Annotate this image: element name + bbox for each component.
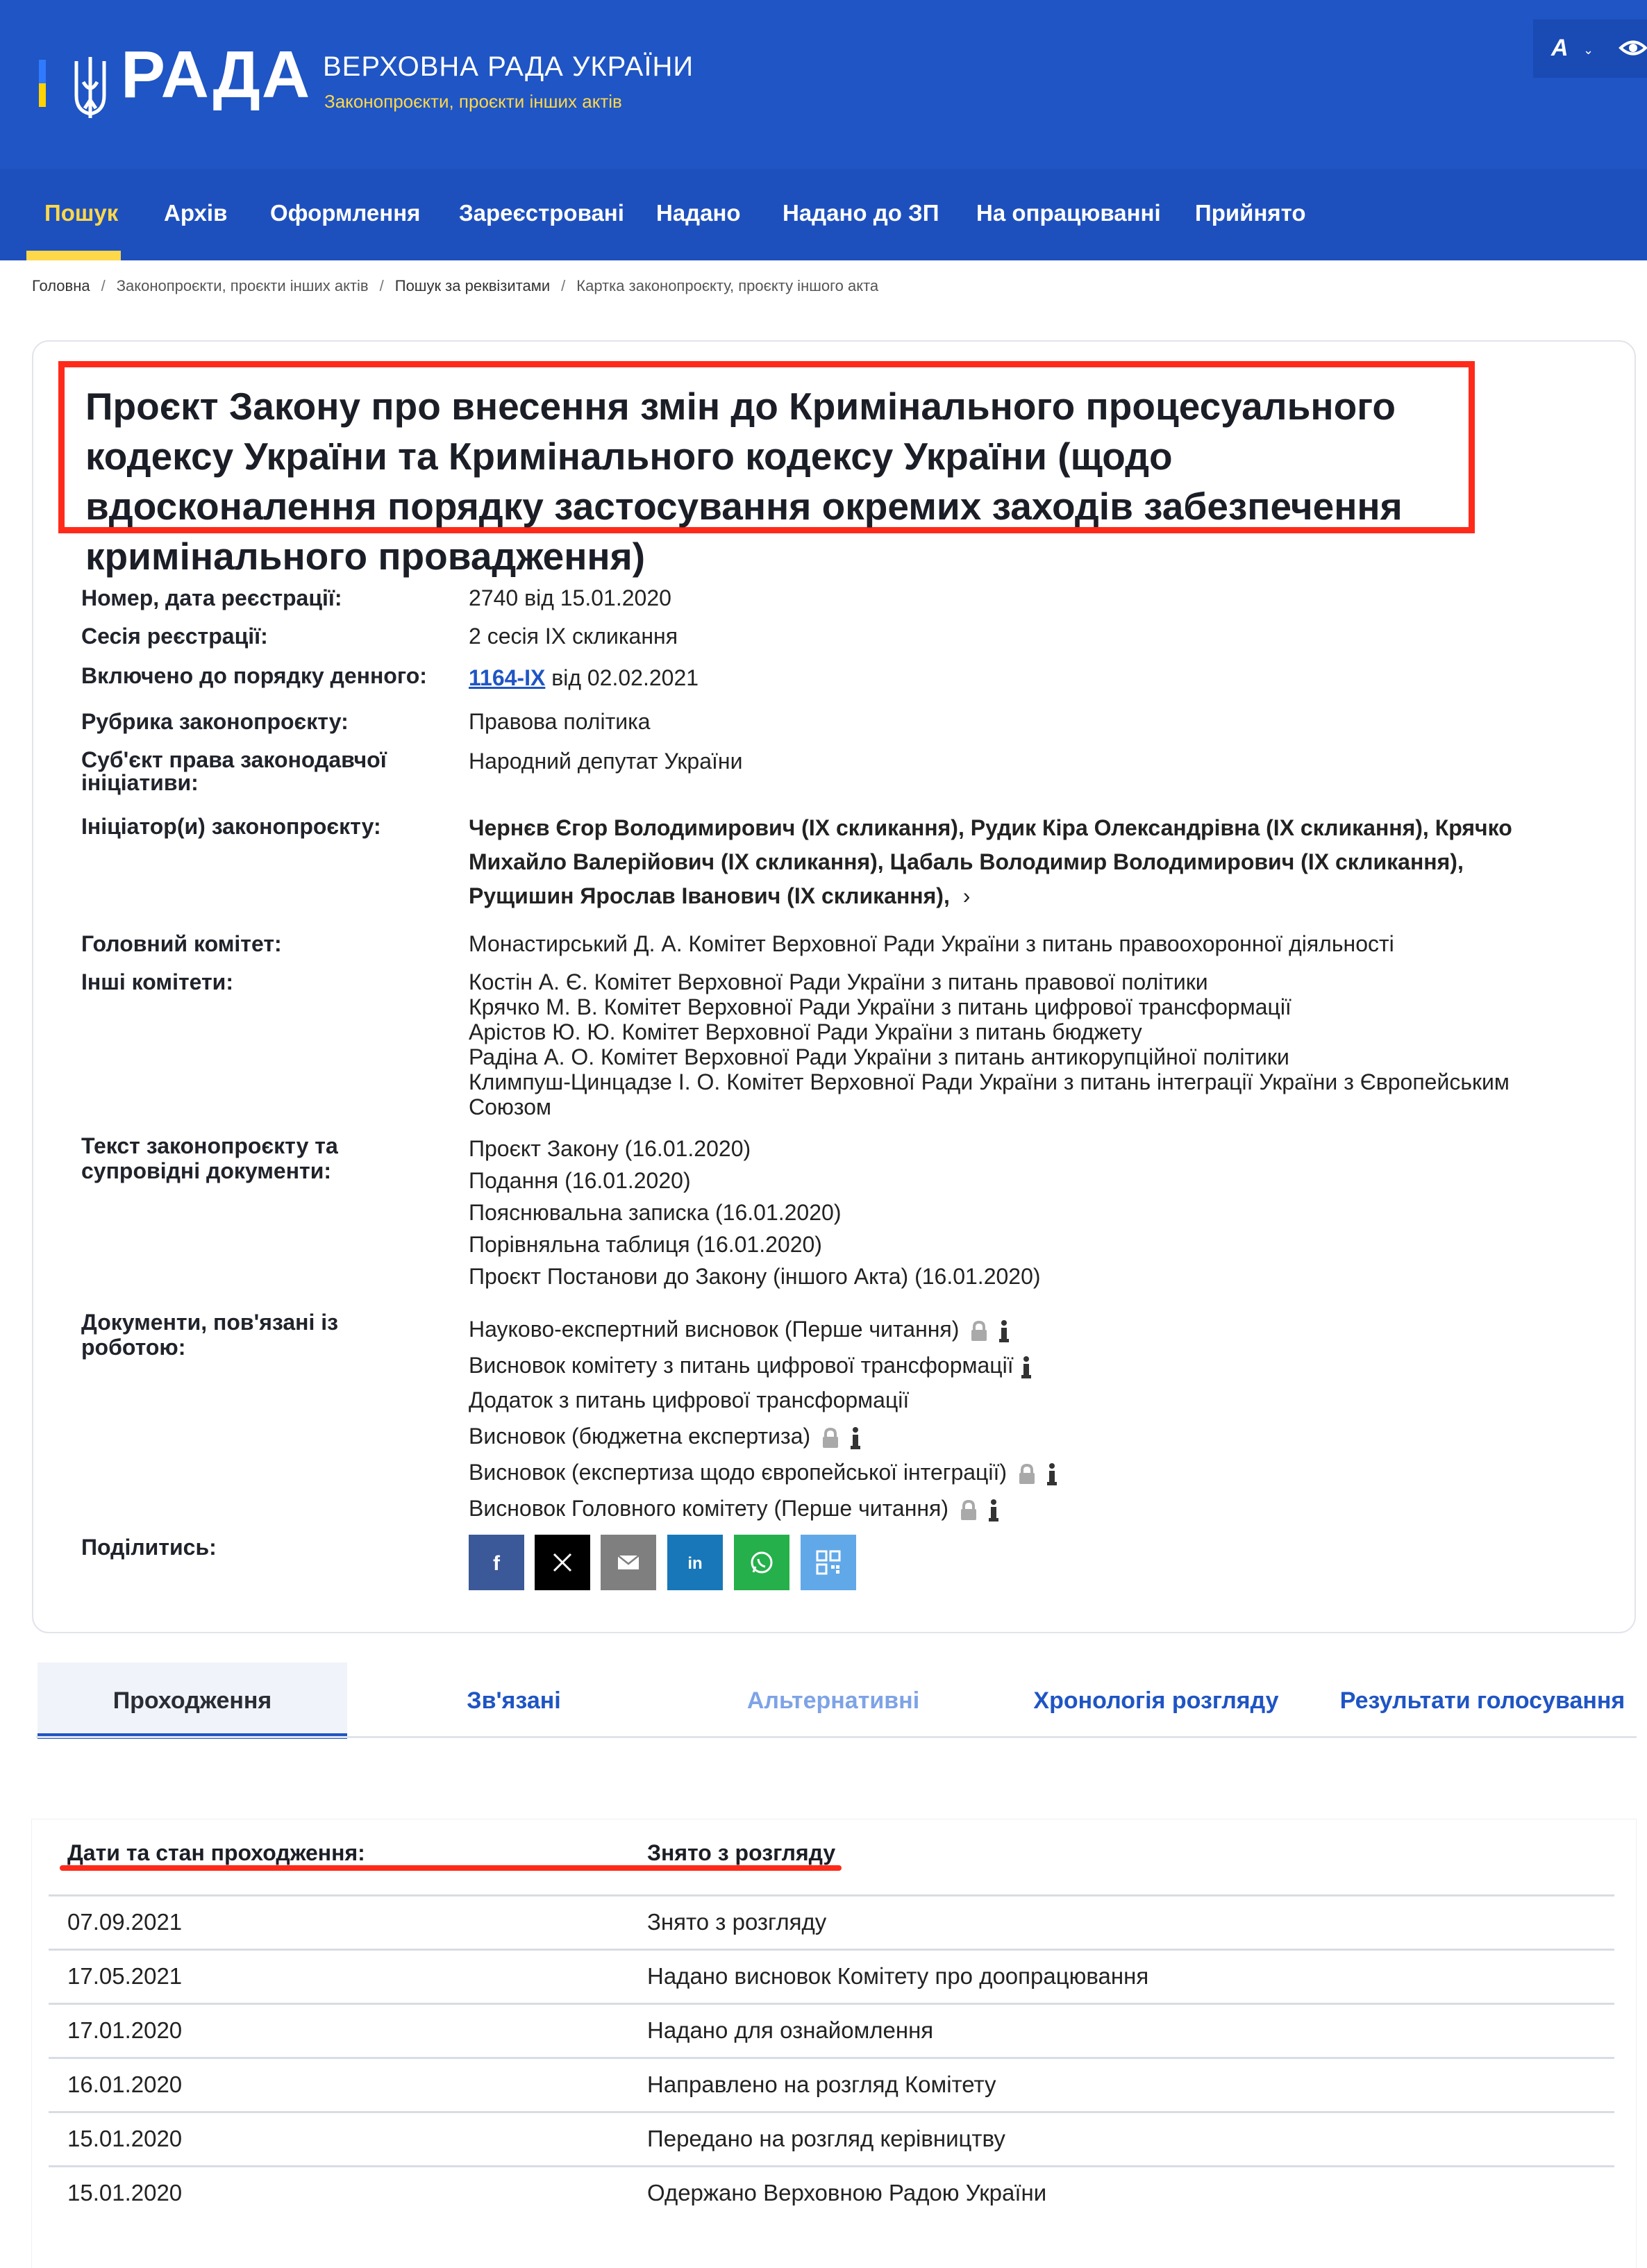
other-committee-item: Крячко М. В. Комітет Верховної Ради України з питань цифрової трансформації	[469, 994, 1291, 1019]
status-divider	[49, 1949, 1614, 1951]
agenda-label: Включено до порядку денного:	[81, 663, 427, 688]
work-doc-link[interactable]: Висновок (бюджетна експертиза)	[469, 1424, 811, 1449]
subject-value: Народний депутат України	[469, 749, 743, 774]
tab-passage[interactable]: Проходження	[37, 1662, 347, 1739]
nav-item-processing[interactable]: На опрацюванні	[976, 200, 1161, 226]
session-value: 2 сесія IX скликання	[469, 624, 678, 649]
status-divider	[49, 2165, 1614, 2167]
work-doc-link[interactable]: Висновок (експертиза щодо європейської інтеграції)	[469, 1460, 1008, 1485]
lock-icon	[971, 1321, 987, 1342]
nav-item-registered[interactable]: Зареєстровані	[459, 200, 624, 226]
status-row-date: 07.09.2021	[67, 1909, 183, 1935]
status-row-date: 16.01.2020	[67, 2071, 183, 2097]
work-doc-link[interactable]: Висновок комітету з питань цифрової трансформації	[469, 1353, 1014, 1378]
status-divider	[49, 1894, 1614, 1896]
info-icon[interactable]	[851, 1426, 860, 1450]
work-doc-item	[469, 1454, 1607, 1490]
linkedin-icon	[681, 1549, 709, 1576]
facebook-icon	[483, 1549, 510, 1576]
nav-item-provided-zp[interactable]: Надано до ЗП	[783, 200, 939, 226]
status-head-highlight	[60, 1865, 842, 1871]
main-committee-value: Монастирський Д. А. Комітет Верховної Ради України з питань правоохоронної діяльності	[469, 931, 1394, 956]
status-row-text: Одержано Верховною Радою України	[647, 2180, 1047, 2206]
lock-icon	[960, 1500, 977, 1521]
nav-item-search[interactable]: Пошук	[44, 200, 119, 226]
tab-chronology[interactable]: Хронологія розгляду	[1033, 1687, 1279, 1714]
work-docs-list	[469, 1311, 1607, 1526]
nav-item-adopted[interactable]: Прийнято	[1195, 200, 1306, 226]
other-committees-list	[469, 969, 1594, 1119]
status-row-text: Надано висновок Комітету про доопрацювання	[647, 1963, 1149, 1989]
info-icon[interactable]	[989, 1499, 998, 1522]
font-size-button[interactable]: A	[1551, 35, 1569, 61]
nav-item-provided[interactable]: Надано	[656, 200, 741, 226]
nav-item-formation[interactable]: Оформлення	[270, 200, 421, 226]
other-committee-item: Костін А. Є. Комітет Верховної Ради України з питань правової політики	[469, 969, 1208, 994]
rubric-value: Правова політика	[469, 709, 651, 734]
work-doc-link[interactable]: Висновок Головного комітету (Перше читання)	[469, 1496, 949, 1521]
status-divider	[49, 2111, 1614, 2113]
eye-icon[interactable]	[1619, 37, 1647, 58]
text-doc-link[interactable]: Пояснювальна записка (16.01.2020)	[469, 1200, 842, 1225]
status-row-text: Направлено на розгляд Комітету	[647, 2071, 996, 2097]
logo-word[interactable]: РАДА	[121, 37, 312, 112]
status-row-date: 15.01.2020	[67, 2180, 183, 2206]
qr-icon	[814, 1549, 842, 1576]
share-whatsapp-button[interactable]	[734, 1535, 789, 1590]
breadcrumb: Головна / Законопроєкти, проєкти інших актів / Пошук за реквізитами / Картка законопроєкту, проєкту іншого акта	[32, 277, 879, 294]
x-icon	[549, 1549, 576, 1576]
tabs-divider	[36, 1736, 1637, 1738]
lock-icon	[1019, 1464, 1035, 1485]
main-committee-label: Головний комітет:	[81, 931, 282, 956]
share-label: Поділитись:	[81, 1535, 217, 1560]
texts-label: Текст законопроєкту та супровідні документи:	[81, 1133, 338, 1183]
site-subtitle: Законопроєкти, проєкти інших актів	[324, 91, 622, 112]
nav-item-archive[interactable]: Архів	[164, 200, 228, 226]
status-divider	[49, 2057, 1614, 2059]
subject-label: Суб'єкт права законодавчої ініціативи:	[81, 747, 387, 795]
breadcrumb-bills[interactable]: Законопроєкти, проєкти інших актів	[116, 277, 369, 294]
agenda-value	[469, 665, 1607, 690]
other-committees-label: Інші комітети:	[81, 969, 233, 994]
share-email-button[interactable]	[601, 1535, 656, 1590]
info-icon[interactable]	[1047, 1462, 1057, 1486]
share-linkedin-button[interactable]	[667, 1535, 723, 1590]
agenda-date: від 02.02.2021	[545, 665, 699, 690]
trident-icon	[69, 54, 111, 124]
tab-alternative[interactable]: Альтернативні	[746, 1687, 920, 1714]
tab-related[interactable]: Зв'язані	[467, 1687, 561, 1714]
flag-icon	[39, 60, 46, 107]
text-doc-link[interactable]: Порівняльна таблиця (16.01.2020)	[469, 1232, 822, 1257]
text-doc-link[interactable]: Проєкт Закону (16.01.2020)	[469, 1136, 751, 1161]
text-doc-link[interactable]: Подання (16.01.2020)	[469, 1168, 691, 1193]
tab-voting-results[interactable]: Результати голосування	[1339, 1687, 1625, 1714]
site-header	[0, 0, 1647, 169]
breadcrumb-search[interactable]: Пошук за реквізитами	[394, 277, 551, 294]
work-doc-item	[469, 1418, 1607, 1454]
chevron-right-icon[interactable]: ›	[962, 883, 971, 908]
chevron-down-icon[interactable]: ⌄	[1583, 43, 1594, 57]
work-doc-link[interactable]: Науково-експертний висновок (Перше читання)	[469, 1317, 960, 1342]
nav-active-indicator	[26, 251, 121, 260]
status-row-date: 17.05.2021	[67, 1963, 183, 1989]
status-row-text: Надано для ознайомлення	[647, 2017, 934, 2043]
work-doc-item	[469, 1311, 1607, 1347]
other-committee-item: Арістов Ю. Ю. Комітет Верховної Ради України з питань бюджету	[469, 1019, 1142, 1044]
share-qr-button[interactable]	[801, 1535, 856, 1590]
bill-title: Проєкт Закону про внесення змін до Кримінального процесуального кодексу України та Кримінального кодексу України (щодо вдосконалення порядку застосування окремих заходів забезпечення кримінального провадження)	[58, 361, 1475, 533]
session-label: Сесія реєстрації:	[81, 624, 268, 649]
status-row-text: Передано на розгляд керівництву	[647, 2126, 1005, 2151]
agenda-link[interactable]: 1164-IX	[469, 665, 546, 690]
work-doc-item	[469, 1490, 1607, 1526]
other-committee-item: Климпуш-Цинцадзе І. О. Комітет Верховної Ради України з питань інтеграції України з Європейським Союзом	[469, 1069, 1510, 1119]
initiators-value	[469, 811, 1552, 913]
work-docs-label: Документи, пов'язані із роботою:	[81, 1310, 339, 1360]
email-icon	[615, 1549, 642, 1576]
work-doc-item	[469, 1347, 1607, 1382]
svg-text:in: in	[687, 1554, 703, 1573]
breadcrumb-current: Картка законопроєкту, проєкту іншого акта	[576, 277, 879, 294]
info-icon[interactable]	[999, 1319, 1009, 1343]
texts-list	[469, 1133, 1607, 1292]
work-doc-item	[469, 1382, 1607, 1418]
lock-icon	[822, 1428, 839, 1449]
reg-value: 2740 від 15.01.2020	[469, 585, 671, 610]
status-row-text: Знято з розгляду	[647, 1909, 827, 1935]
accessibility-tools	[1533, 19, 1647, 78]
status-head-label: Дати та стан проходження:	[67, 1840, 365, 1865]
whatsapp-icon	[748, 1549, 776, 1576]
info-icon[interactable]	[1021, 1356, 1031, 1379]
initiators-label: Ініціатор(и) законопроєкту:	[81, 814, 381, 839]
work-doc-link[interactable]: Додаток з питань цифрової трансформації	[469, 1387, 910, 1412]
status-row-date: 15.01.2020	[67, 2126, 183, 2151]
status-head-current: Знято з розгляду	[647, 1840, 836, 1865]
rubric-label: Рубрика законопроєкту:	[81, 709, 349, 734]
other-committee-item: Радіна А. О. Комітет Верховної Ради України з питань антикорупційної політики	[469, 1044, 1289, 1069]
share-x-button[interactable]	[535, 1535, 590, 1590]
text-doc-link[interactable]: Проєкт Постанови до Закону (іншого Акта) (16.01.2020)	[469, 1264, 1041, 1289]
site-title[interactable]: ВЕРХОВНА РАДА УКРАЇНИ	[323, 51, 694, 82]
svg-text:f: f	[493, 1552, 500, 1575]
status-row-date: 17.01.2020	[67, 2017, 183, 2043]
breadcrumb-home[interactable]: Головна	[32, 277, 90, 294]
main-nav	[0, 169, 1647, 260]
status-divider	[49, 2003, 1614, 2005]
reg-label: Номер, дата реєстрації:	[81, 585, 342, 610]
initiators-list[interactable]: Чернєв Єгор Володимирович (IX скликання), Рудик Кіра Олександрівна (IX скликання), Крячко Михайло Валерійович (IX скликання), Цабаль Володимир Володимирович (IX скликання), Рущишин Ярослав Іванович (IX скликання),	[469, 815, 1512, 908]
share-facebook-button[interactable]	[469, 1535, 524, 1590]
